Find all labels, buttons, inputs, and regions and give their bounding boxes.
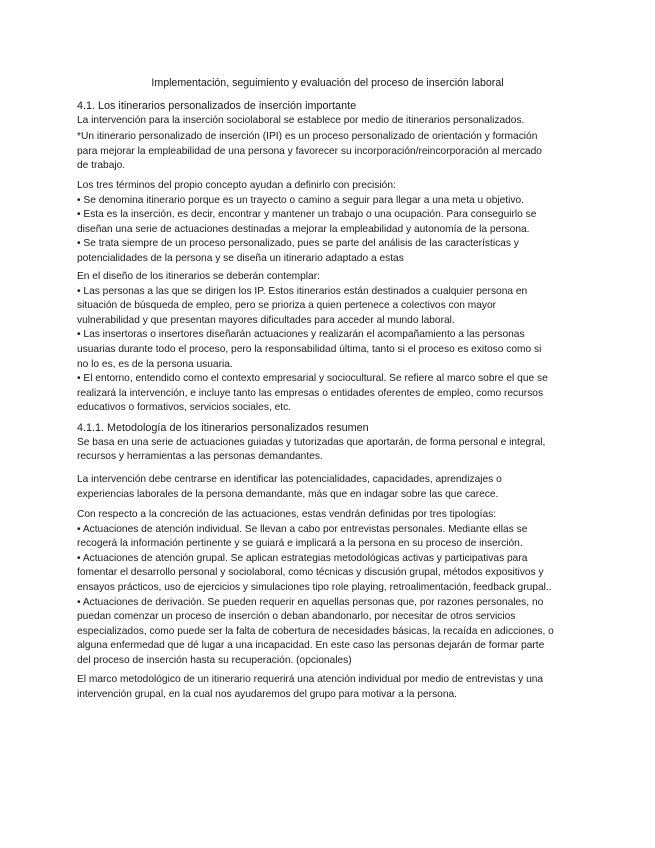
- paragraph-line: experiencias laborales de la persona demandante, más que en indagar sobre las que carece.: [77, 488, 499, 500]
- paragraph-line: no lo es, es de la persona usuaria.: [77, 358, 233, 370]
- bullet-item: • Actuaciones de atención individual. Se llevan a cabo por entrevistas personales. Mediante ellas se: [77, 523, 528, 535]
- paragraph-line: educativos o formativos, servicios sociales, etc.: [77, 402, 292, 414]
- paragraph-line: fomentar el desarrollo personal y sociolaboral, como técnicas y discusión grupal, métodos expositivos y: [77, 567, 544, 579]
- paragraph-line: usuarias durante todo el proceso, pero la responsabilidad última, tanto si el proceso es exitoso como si: [77, 343, 542, 355]
- focus-paragraph: [77, 473, 587, 502]
- bullet-item: • Las personas a las que se dirigen los IP. Estos itinerarios están destinados a cualquier persona en: [77, 285, 528, 297]
- paragraph-line: Los tres términos del propio concepto ayudan a definirlo con precisión:: [77, 180, 396, 191]
- bullet-item: • El entorno, entendido como el contexto empresarial y sociocultural. Se refiere al marco sobre el que se: [77, 373, 548, 385]
- paragraph-line: puedan comenzar un proceso de inserción o deban abandonarlo, por necesitar de otros servicios: [77, 611, 516, 623]
- section-4-1-1: [77, 421, 587, 465]
- bullet-item: • Se trata siempre de un proceso personalizado, pues se parte del análisis de las características y: [77, 238, 519, 250]
- paragraph-line: Con respecto a la concreción de las actuaciones, estas vendrán definidas por tres tipologías:: [77, 509, 497, 520]
- design-paragraph: [77, 270, 587, 416]
- paragraph-line: diseñan una serie de actuaciones destinadas a mejorar la empleabilidad y autonomía de la persona.: [77, 223, 530, 235]
- paragraph-line: recogerá la información pertinente y se guiará e implicará a la persona en su proceso de inserción.: [77, 538, 523, 550]
- paragraph-line: realizará la intervención, e incluye tanto las empresas o entidades oferentes de empleo, como recursos: [77, 387, 544, 399]
- paragraph-line: situación de búsqueda de empleo, pero se prioriza a quien pertenece a colectivos con mayor: [77, 300, 497, 312]
- bullet-item: • Las insertoras o insertores diseñarán actuaciones y realizarán el acompañamiento a las personas: [77, 329, 525, 341]
- section-heading: 4.1.1. Metodología de los itinerarios personalizados resumen: [77, 422, 369, 434]
- document-title: Implementación, seguimiento y evaluación del proceso de inserción laboral: [151, 77, 504, 89]
- bullet-item: • Actuaciones de derivación. Se pueden requerir en aquellas personas que, por razones personales, no: [77, 596, 544, 608]
- paragraph-line: recursos y herramientas a las personas demandantes.: [77, 451, 323, 463]
- paragraph-line: En el diseño de los itinerarios se deberán contemplar:: [77, 271, 320, 282]
- paragraph-line: El marco metodológico de un itinerario requerirá una atención individual por medio de entrevistas y una: [77, 674, 544, 685]
- paragraph-line: intervención grupal, en la cual nos ayudaremos del grupo para motivar a la persona.: [77, 688, 457, 700]
- section-4-1: [77, 99, 587, 128]
- bullet-item: • Esta es la inserción, es decir, encontrar y mantener un trabajo o una ocupación. Para conseguirlo se: [77, 209, 537, 221]
- paragraph-line: especializados, como puede ser la falta de cobertura de necesidades básicas, la recaída en adicciones, o: [77, 625, 554, 637]
- conclusion-paragraph: [77, 673, 587, 702]
- paragraph-line: *Un itinerario personalizado de inserción (IPI) es un proceso personalizado de orientación y formación: [77, 131, 538, 142]
- terms-paragraph: [77, 179, 587, 267]
- definition-paragraph: [77, 130, 587, 174]
- bullet-item: • Actuaciones de atención grupal. Se aplican estrategias metodológicas activas y participativas para: [77, 552, 528, 564]
- paragraph-line: alguna enfermedad que dé lugar a una incapacidad. En este caso las personas dejarán de formar parte: [77, 640, 545, 652]
- paragraph-line: ensayos prácticos, uso de ejercicios y simulaciones tipo role playing, retroalimentación, feedback grupal..: [77, 581, 552, 593]
- bullet-item: • Se denomina itinerario porque es un trayecto o camino a seguir para llegar a una meta u objetivo.: [77, 194, 524, 206]
- paragraph-line: del proceso de inserción hasta su recuperación. (opcionales): [77, 654, 352, 666]
- paragraph-line: Se basa en una serie de actuaciones guiadas y tutorizadas que aportarán, de forma personal e integral,: [77, 436, 546, 448]
- paragraph-line: La intervención debe centrarse en identificar las potencialidades, capacidades, aprendizajes o: [77, 474, 502, 485]
- paragraph-line: La intervención para la inserción sociolaboral se establece por medio de itinerarios personalizados.: [77, 114, 525, 126]
- paragraph-line: para mejorar la empleabilidad de una persona y favorecer su incorporación/reincorporación al mercado: [77, 145, 542, 157]
- paragraph-line: potencialidades de la persona y se diseña un itinerario adaptado a estas: [77, 252, 404, 264]
- section-heading: 4.1. Los itinerarios personalizados de inserción importante: [77, 100, 357, 112]
- paragraph-line: vulnerabilidad y que presentan mayores dificultades para acceder al mundo laboral.: [77, 314, 455, 326]
- typologies-paragraph: [77, 508, 587, 669]
- paragraph-line: de trabajo.: [77, 160, 126, 172]
